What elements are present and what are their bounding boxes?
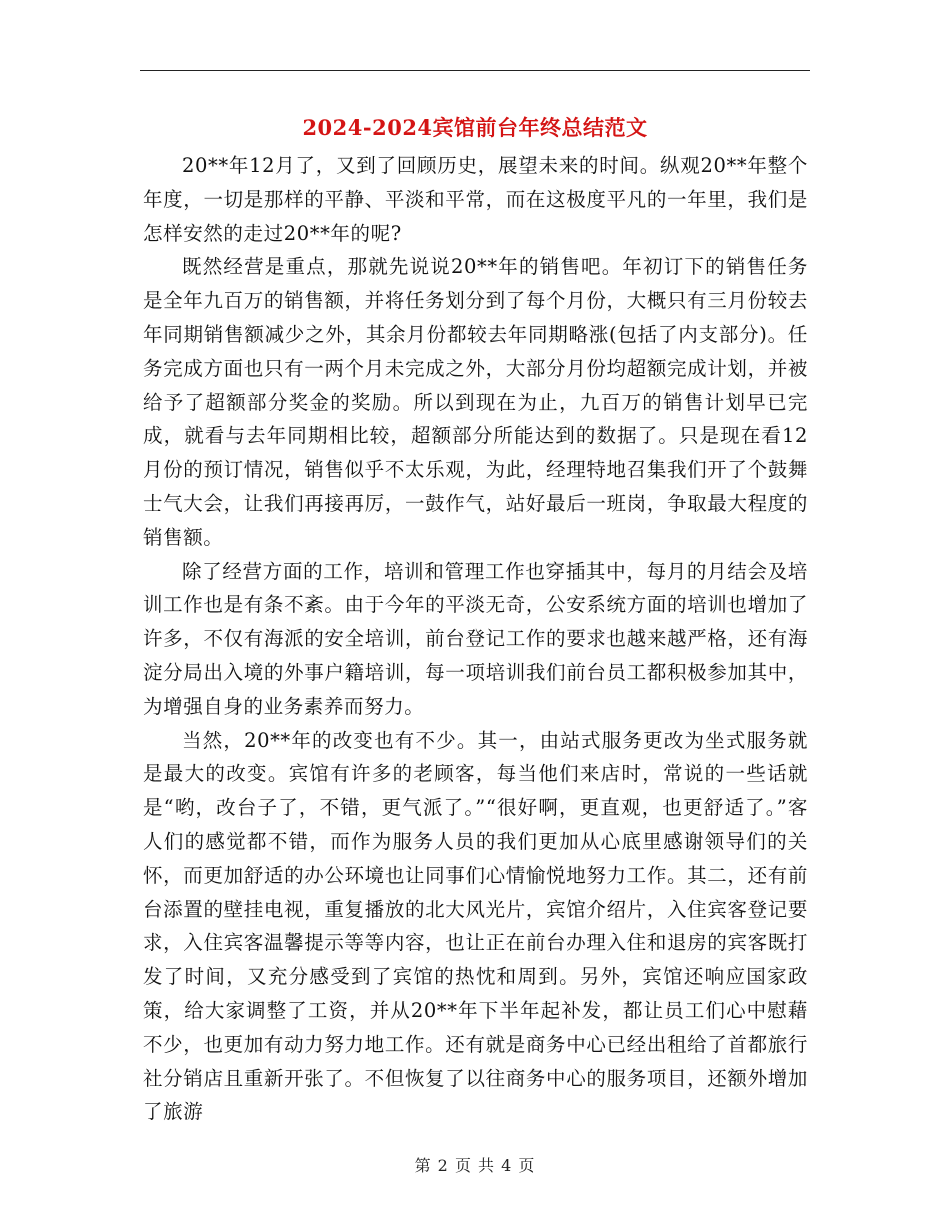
paragraph-2: 既然经营是重点，那就先说说20**年的销售吧。年初订下的销售任务是全年九百万的销售额，并将任务划分到了每个月份，大概只有三月份较去年同期销售额减少之外，其余月份都较去年同期略涨(包括了内支部分)。任务完成方面也只有一两个月未完成之外，大部分月份均超额完成计划，并被给予了超额部分奖金的奖励。所以到现在为止，九百万的销售计划早已完成，就看与去年同期相比较，超额部分所能达到的数据了。只是现在看12月份的预订情况，销售似乎不太乐观，为此，经理特地召集我们开了个鼓舞士气大会，让我们再接再厉，一鼓作气，站好最后一班岗，争取最大程度的销售额。 (143, 255, 808, 549)
paragraph-1: 20**年12月了，又到了回顾历史，展望未来的时间。纵观20**年整个年度，一切是那样的平静、平淡和平常，而在这极度平凡的一年里，我们是怎样安然的走过20**年的呢? (143, 154, 808, 245)
document-title: 2024-2024宾馆前台年终总结范文 (302, 115, 648, 140)
document-body (143, 149, 808, 1129)
paragraph-4: 当然，20**年的改变也有不少。其一，由站式服务更改为坐式服务就是最大的改变。宾馆有许多的老顾客，每当他们来店时，常说的一些话就是“哟，改台子了，不错，更气派了。”“很好啊，更直观，也更舒适了。”客人们的感觉都不错，而作为服务人员的我们更加从心底里感谢领导们的关怀，而更加舒适的办公环境也让同事们心情愉悦地努力工作。其二，还有前台添置的壁挂电视，重复播放的北大风光片，宾馆介绍片，入住宾客登记要求，入住宾客温馨提示等等内容，也让正在前台办理入住和退房的宾客既打发了时间，又充分感受到了宾馆的热忱和周到。另外，宾馆还响应国家政策，给大家调整了工资，并从20**年下半年起补发，都让员工们心中慰藉不少，也更加有动力努力地工作。还有就是商务中心已经出租给了首都旅行社分销店且重新开张了。不但恢复了以往商务中心的服务项目，还额外增加了旅游 (143, 728, 808, 1124)
page-number-footer: 第 2 页 共 4 页 (414, 1156, 536, 1175)
paragraph-3: 除了经营方面的工作，培训和管理工作也穿插其中，每月的月结会及培训工作也是有条不紊。由于今年的平淡无奇，公安系统方面的培训也增加了许多，不仅有海派的安全培训，前台登记工作的要求也越来越严格，还有海淀分局出入境的外事户籍培训，每一项培训我们前台员工都积极参加其中，为增强自身的业务素养而努力。 (143, 559, 808, 718)
header-rule (140, 70, 810, 71)
